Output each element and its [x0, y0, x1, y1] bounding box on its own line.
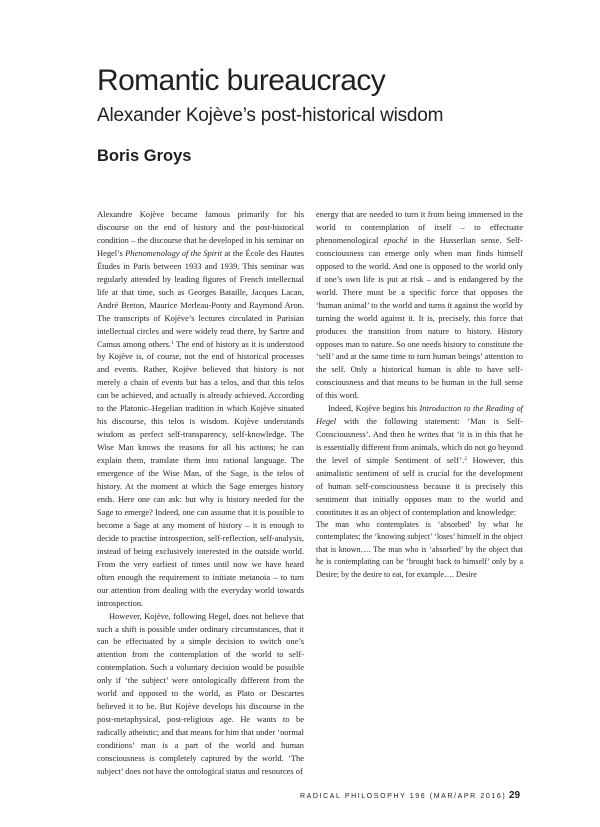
paragraph-1-text-b: at the École des Hautes Études in Paris between 1933 and 1939. This seminar was regularly attended by leading figures of French intellectual life at that time, such as Georges Bataille, Jacques Lacan, André Breton, Maurice Merleau-Ponty and Raymond Aron. The transcripts of Kojève’s lectures circulated in Parisian intellectual circles and were widely read there, by Sartre and Camus among others.: [97, 247, 304, 349]
paragraph-2-continued-text: energy that are needed to turn it from being immersed in the world to contemplation of itself – to effectuate phenomenological: [316, 209, 523, 245]
article-author: Boris Groys: [97, 147, 192, 165]
paragraph-3: [316, 402, 523, 519]
epoche-term: epoché: [383, 234, 408, 245]
article-title: Romantic bureaucracy: [97, 64, 386, 97]
paragraph-3-text-c: However, this animalistic sentiment of self is crucial for the development of human self-consciousness because it is precisely this sentiment that initially opposes man to the world and constitutes it as an object of contemplation and knowledge:: [316, 455, 523, 517]
text-column-right: [316, 208, 523, 581]
block-quote: The man who contemplates is ‘absorbed’ by what he contemplates; the ‘knowing subject’ ‘loses’ himself in the object that is known…. The man who is ‘absorbed’ by the object that he is contemplating can be ‘brought back to himself’ only by a Desire; by the desire to eat, for example…. Desire: [316, 519, 523, 579]
running-head: RADICAL PHILOSOPHY 196 (MAR/APR 2016): [300, 793, 507, 800]
paragraph-1: [97, 208, 304, 610]
paragraph-2-text-b: in the Husserlian sense. Self-consciousness can emerge only when man finds himself opposed to the world. And one is opposed to the world only if one’s own life is put at risk – and is endangered by the world. There must be a specific force that opposes the ‘human animal’ to the world and turns it against the world by turning the world against it. It is, precisely, this force that produces the transition from nature to history. History opposes man to nature. So one needs history to constitute the ‘self’ and at the same time to turn human beings’ attention to the self. Only a historical human is able to have self-consciousness and that means to be human in the full sense of this word.: [316, 234, 523, 401]
phenomenology-title: Phenomenology of the Spirit: [125, 247, 223, 258]
text-column-left: [97, 208, 304, 778]
paragraph-1-text-a: Alexandre Kojève became famous primarily for his discourse on the end of history and the post-historical condition – the discourse that he developed in his seminar on Hegel’s: [97, 209, 304, 258]
paragraph-3-text-a: Indeed, Kojève begins his: [328, 403, 420, 414]
paragraph-1-text-c: The end of history as it is understood by Kojève is, of course, not the end of historical processes and events. Rather, Kojève believed that history is not merely a chain of events but has a telos, and that this telos can be achieved, and actually is already achieved. According to the Platonic–Hegelian tradition in which Kojève situated his discourse, this telos is wisdom. Kojève understands wisdom as perfect self-transparency, self-knowledge. The Wise Man knows the reasons for all his actions; he can explain them, translate them into rational language. The emergence of the Wise Man, of the Sage, is the telos of history. At the moment at which the Sage emerges history ends. Here one can ask: but why is history needed for the Sage to emerge? Indeed, one can assume that it is possible to become a Sage at any moment of history – it is enough to decide to practise introspection, self-reflection, self-analysis, instead of being exclusively interested in the outside world. From the very earliest of times until now we have heard often enough the requirement to initiate metanoia – to turn our attention from dealing with the everyday world towards introspection.: [97, 338, 304, 608]
footnote-marker-1[interactable]: 1: [171, 339, 174, 346]
page-number: 29: [509, 790, 521, 801]
paragraph-2-text-a: However, Kojève, following Hegel, does not believe that such a shift is possible under ordinary circumstances, that it can be effectuated by a simple decision to switch one’s attention from the contemplation of the world to self-contemplation. Such a voluntary decision would be possible only if ‘the subject’ were ontologically different from the world and opposed to the world, as Plato or Descartes believed it to be. But Kojève develops his discourse in the post-metaphysical, post-religious age. He wants to be radically atheistic; and that means for him that under ‘normal conditions’ man is a part of the world and human consciousness is completely captured by the world. ‘The subject’ does not have the ontological status and resources of: [97, 610, 304, 776]
footnote-marker-2[interactable]: 2: [464, 456, 468, 463]
paragraph-2-continued: [316, 208, 523, 402]
paragraph-3-text-b: with the following statement: ‘Man is Self-Consciousness’. And then he writes that ‘it is in this that he is essentially different from animals, which do not go beyond the level of simple Sentiment of self’.: [316, 416, 523, 466]
introduction-title: Introduction to the Reading of Hegel: [316, 403, 524, 427]
article-subtitle: Alexander Kojève’s post-historical wisdom: [97, 105, 444, 126]
paragraph-2: [97, 610, 304, 778]
